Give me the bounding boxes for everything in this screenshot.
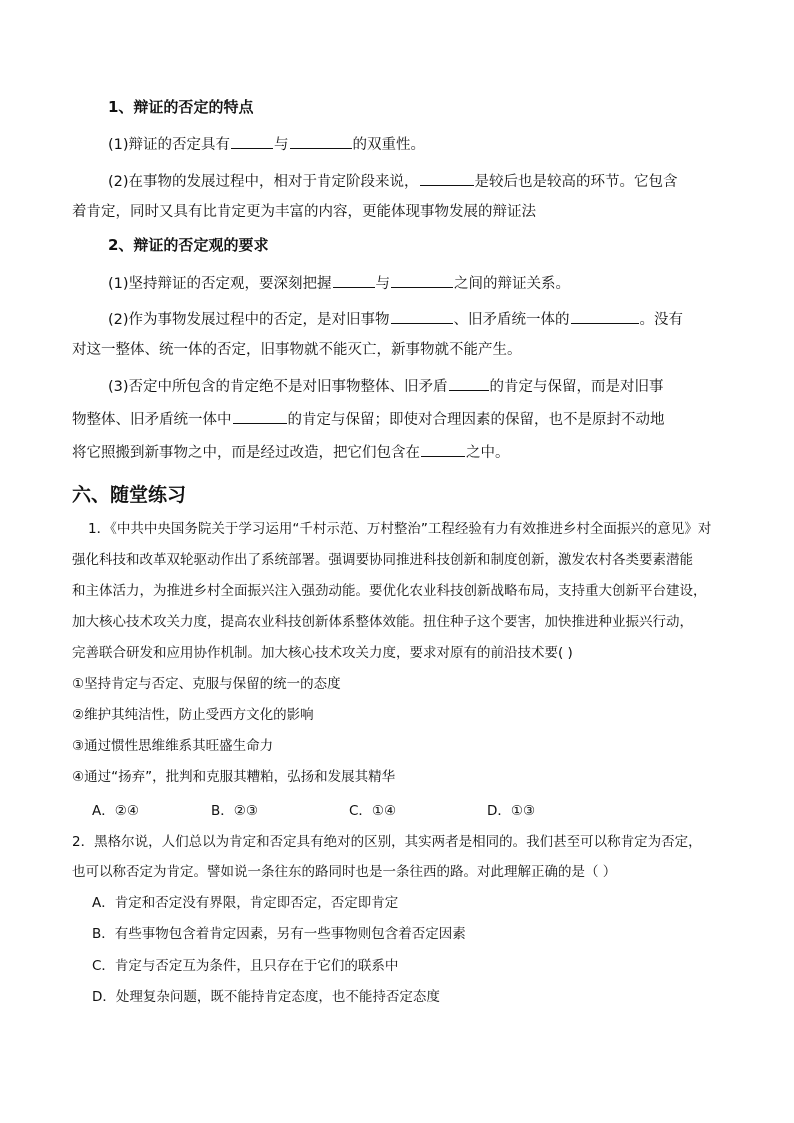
fill-blank[interactable] (420, 169, 474, 186)
text: 的双重性。 (352, 137, 426, 153)
paragraph-s2-2-line2: 对这一整体、统一体的否定，旧事物就不能灭亡，新事物就不能产生。 (72, 342, 522, 358)
fill-blank[interactable] (421, 440, 465, 457)
text: 是较后也是较高的环节。它包含 (474, 174, 678, 190)
text: 。没有 (639, 312, 684, 328)
paragraph-s2-2-line1 (108, 307, 683, 330)
q1-option-d[interactable]: D．①③ (487, 803, 536, 819)
q1-line: 1．《中共中央国务院关于学习运用“千村示范、万村整治”工程经验有力有效推进乡村全面振兴的意见》对 (88, 521, 712, 537)
text: 与 (375, 276, 391, 292)
q1-option-b[interactable]: B．②③ (211, 803, 258, 819)
text: (1)辩证的否定具有 (108, 137, 231, 153)
q2-line: 2．黑格尔说，人们总以为肯定和否定具有绝对的区别，其实两者是相同的。我们甚至可以称肯定为否定， (72, 834, 702, 850)
fill-blank[interactable] (449, 374, 489, 391)
paragraph-s1-2-line1 (108, 169, 678, 192)
text: 之中。 (466, 445, 510, 461)
section-title-practice: 六、随堂练习 (72, 484, 187, 506)
paragraph-s1-1 (108, 132, 425, 155)
q1-line: 完善联合研发和应用协作机制。加大核心技术攻关力度，要求对原有的前沿技术要( ) (72, 645, 573, 661)
heading-dialectical-negation-requirements: 2、辩证的否定观的要求 (108, 236, 269, 254)
paragraph-s1-2-line2: 着肯定，同时又具有比肯定更为丰富的内容，更能体现事物发展的辩证法 (72, 204, 536, 220)
text: (3)否定中所包含的肯定绝不是对旧事物整体、旧矛盾 (108, 379, 448, 395)
q1-option-c[interactable]: C．①④ (349, 803, 397, 819)
q1-item-2: ②维护其纯洁性，防止受西方文化的影响 (72, 707, 314, 723)
text: 的肯定与保留，而是对旧事 (489, 379, 664, 395)
q1-item-1: ①坚持肯定与否定、克服与保留的统一的态度 (72, 676, 341, 692)
fill-blank[interactable] (571, 307, 639, 324)
q2-option-a[interactable]: A．肯定和否定没有界限，肯定即否定，否定即肯定 (92, 895, 399, 911)
text: 物整体、旧矛盾统一体中 (72, 412, 232, 428)
q2-option-d[interactable]: D．处理复杂问题，既不能持肯定态度，也不能持否定态度 (92, 989, 440, 1005)
text: 、旧矛盾统一体的 (453, 312, 570, 328)
q1-item-3: ③通过惯性思维维系其旺盛生命力 (72, 738, 274, 754)
paragraph-s2-3-line2 (72, 407, 665, 430)
text: (2)作为事物发展过程中的否定，是对旧事物 (108, 312, 390, 328)
q2-option-c[interactable]: C．肯定与否定互为条件，且只存在于它们的联系中 (92, 958, 399, 974)
paragraph-s2-1 (108, 271, 570, 294)
fill-blank[interactable] (391, 271, 453, 288)
fill-blank[interactable] (333, 271, 375, 288)
fill-blank[interactable] (233, 407, 287, 424)
text: 的肯定与保留；即使对合理因素的保留，也不是原封不动地 (287, 412, 665, 428)
q2-option-b[interactable]: B．有些事物包含着肯定因素，另有一些事物则包含着否定因素 (92, 926, 466, 942)
text: (1)坚持辩证的否定观，要深刻把握 (108, 276, 332, 292)
fill-blank[interactable] (290, 132, 352, 149)
text: (2)在事物的发展过程中，相对于肯定阶段来说， (108, 174, 419, 190)
paragraph-s2-3-line3 (72, 440, 510, 463)
paragraph-s2-3-line1 (108, 374, 664, 397)
q1-line: 强化科技和改革双轮驱动作出了系统部署。强调要协同推进科技创新和制度创新，激发农村各类要素潜能 (72, 552, 693, 568)
q1-option-a[interactable]: A．②④ (92, 803, 139, 819)
text: 之间的辩证关系。 (454, 276, 571, 292)
text: 将它照搬到新事物之中，而是经过改造，把它们包含在 (72, 445, 420, 461)
q2-line: 也可以称否定为肯定。譬如说一条往东的路同时也是一条往西的路。对此理解正确的是（ ） (72, 864, 617, 880)
fill-blank[interactable] (391, 307, 453, 324)
text: 与 (274, 137, 289, 153)
q1-item-4: ④通过“扬弃”，批判和克服其糟粕，弘扬和发展其精华 (72, 769, 396, 785)
q1-line: 和主体活力，为推进乡村全面振兴注入强劲动能。要优化农业科技创新战略布局，支持重大创新平台建设， (72, 583, 707, 599)
q1-line: 加大核心技术攻关力度，提高农业科技创新体系整体效能。扭住种子这个要害，加快推进种业振兴行动， (72, 614, 693, 630)
fill-blank[interactable] (231, 132, 273, 149)
heading-dialectical-negation-features: 1、辩证的否定的特点 (108, 98, 254, 116)
